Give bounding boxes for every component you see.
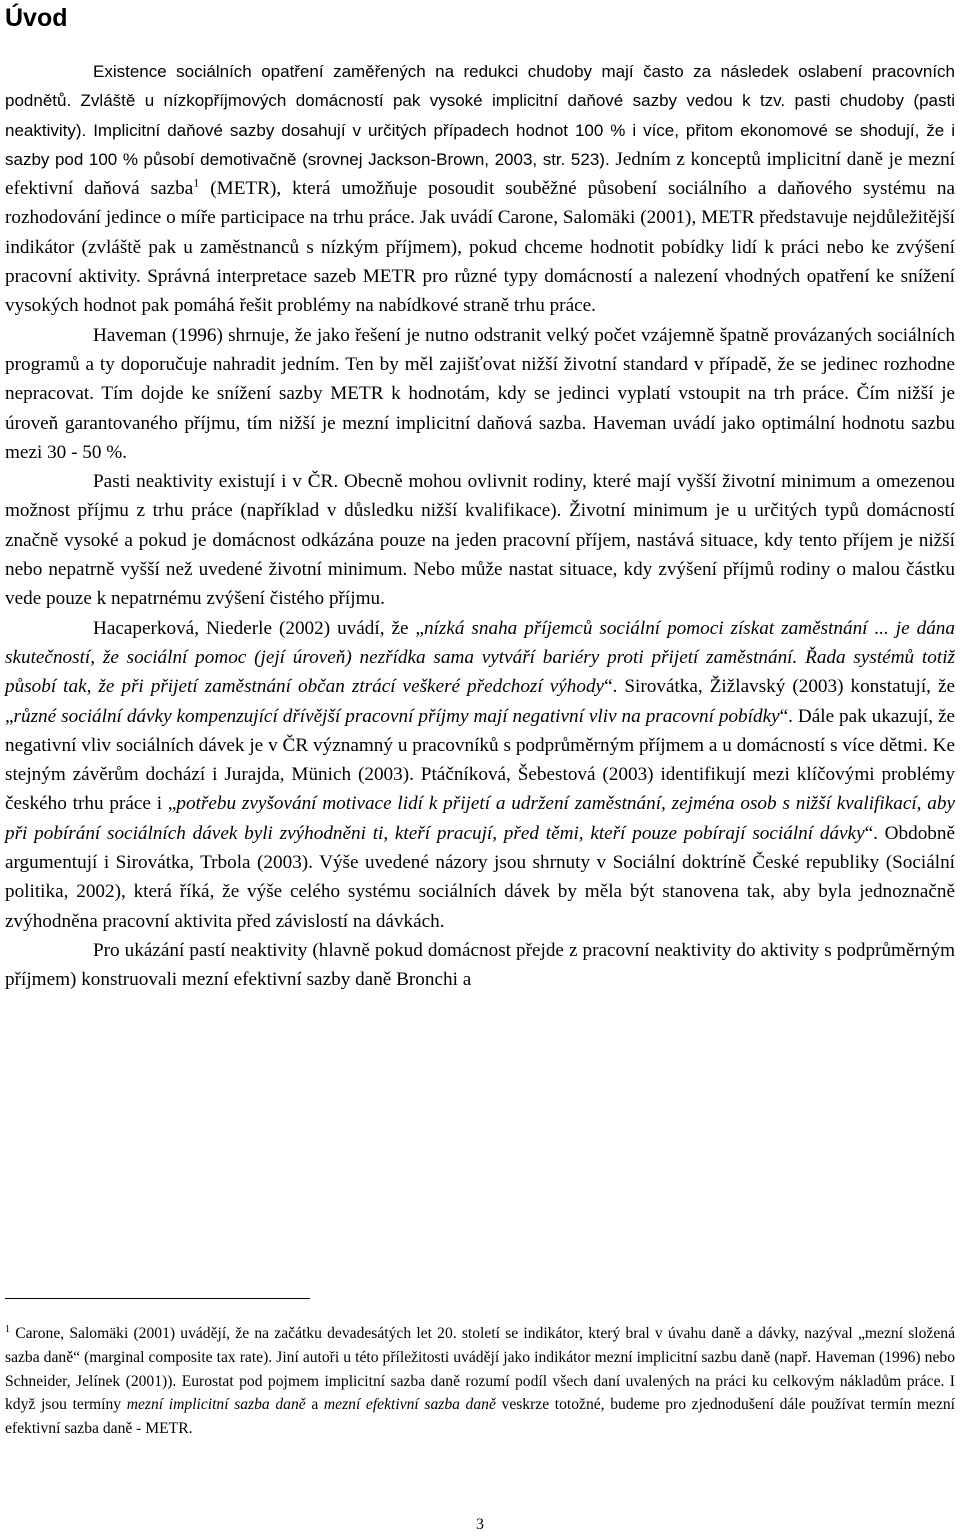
footnote-text-c: veskrze totožné, budeme pro zjednodušení dále používat termín mezní efektivní sazba daně - METR. (5, 1396, 955, 1438)
paragraph-4 (5, 614, 955, 936)
footnote-reference[interactable]: 1 (193, 175, 200, 190)
paragraph-1 (5, 57, 955, 321)
section-heading: Úvod (5, 4, 68, 32)
footnote-term-effective: mezní efektivní sazba daně (323, 1396, 496, 1414)
paragraph-4-text-d: “. Obdobně argumentují i Sirovátka, Trbola (2003). Výše uvedené názory jsou shrnuty v Sociální doktríně České republiky (Sociální politika, 2002), která říká, že výše celého systému sociálních dávek by měla být stanovena tak, aby byla jednoznačně zvýhodněna pracovní aktivita před závislostí na dávkách. (5, 822, 956, 932)
body-text (5, 57, 955, 995)
paragraph-1-segment-2: Jedním z konceptů implicitní daně je mezní efektivní daňová sazba (5, 148, 955, 200)
footnote-text-a: Carone, Salomäki (2001) uvádějí, že na začátku devadesátých let 20. století se indikátor, který bral v úvahu daně a dávky, nazýval „mezní složená sazba daně“ (marginal composite tax rate). Jiní autoři u této příležitosti uvádějí jako indikátor mezní implicitní sazbu daně (např. Haveman (1996) nebo Schneider, Jelínek (2001)). Eurostat pod pojmem implicitní sazba daně rozumí podíl všech daní uvalených na práci ku celkovým nákladům práce. I když jsou termíny (5, 1325, 955, 1414)
quote-hacaperkova-niederle: nízká snaha příjemců sociální pomoci získat zaměstnání ... je dána skutečností, že sociální pomoc (její úroveň) nezřídka sama vytváří bariéry proti přijetí zaměstnání. Řada systémů totiž působí tak, že při přijetí zaměstnání občan ztrácí veškeré předchozí výhody (5, 617, 955, 698)
paragraph-4-text-c: “. Dále pak ukazují, že negativní vliv sociálních dávek je v ČR významný u pracovníků s podprůměrným příjmem a u domácností s více dětmi. Ke stejným závěrům dochází i Jurajda, Münich (2003). Ptáčníková, Šebestová (2003) identifikují mezi klíčovými problémy českého trhu práce i „ (5, 705, 955, 815)
paragraph-4-text-a: Hacaperková, Niederle (2002) uvádí, že „ (93, 617, 424, 639)
paragraph-1-segment-3: (METR), která umožňuje posoudit souběžné působení sociálního a daňového systému na rozhodování jedince o míře participace na trhu práce. Jak uvádí Carone, Salomäki (2001), METR představuje nejdůležitější indikátor (zvláště pak u zaměstnanců s nízkým příjmem), pokud chceme hodnotit pobídky lidí k práci nebo ke zvýšení pracovní aktivity. Správná interpretace sazeb METR pro různé typy domácností a nalezení vhodných opatření ke snížení vysokých hodnot pak pomáhá řešit problémy na nabídkové straně trhu práce. (5, 178, 956, 317)
footnote (5, 1322, 955, 1441)
paragraph-5: Pro ukázání pastí neaktivity (hlavně pokud domácnost přejde z pracovní neaktivity do aktivity s podprůměrným příjmem) konstruovali mezní efektivní sazby daně Bronchi a (5, 939, 955, 991)
paragraph-4-text-b: “. Sirovátka, Žižlavský (2003) konstatují, že „ (5, 676, 955, 727)
footnote-text-b: a (305, 1396, 324, 1414)
footnote-divider (5, 1298, 310, 1299)
footnote-number: 1 (5, 1323, 10, 1335)
page-number: 3 (476, 1516, 484, 1533)
quote-sirovatka-zizlavsky: různé sociální dávky kompenzující dřívější pracovní příjmy mají negativní vliv na pracovní pobídky (13, 705, 780, 727)
footnote-term-implicit: mezní implicitní sazba daně (126, 1396, 306, 1414)
paragraph-1-sans-segment: Existence sociálních opatření zaměřených na redukci chudoby mají často za následek oslabení pracovních podnětů. Zvláště u nízkopříjmových domácností pak vysoké implicitní daňové sazby vedou k tzv. pasti chudoby (pasti neaktivity). Implicitní daňové sazby dosahují v určitých případech hodnot 100 % i více, přitom ekonomové se shodují, že i sazby pod 100 % působí demotivačně (srovnej Jackson-Brown, 2003, str. 523). (5, 62, 955, 169)
paragraph-2: Haveman (1996) shrnuje, že jako řešení je nutno odstranit velký počet vzájemně špatně provázaných sociálních programů a ty doporučuje nahradit jedním. Ten by měl zajišťovat nižší životní standard v případě, že se jedinec rozhodne nepracovat. Tím dojde ke snížení sazby METR k hodnotám, kdy se jedinci vyplatí vstoupit na trh práce. Čím nižší je úroveň garantovaného příjmu, tím nižší je mezní implicitní daňová sazba. Haveman uvádí jako optimální hodnotu sazbu mezi 30 - 50 %. (5, 324, 955, 463)
paragraph-3: Pasti neaktivity existují i v ČR. Obecně mohou ovlivnit rodiny, které mají vyšší životní minimum a omezenou možnost příjmu z trhu práce (například v důsledku nižší kvalifikace). Životní minimum je u určitých typů domácností značně vysoké a pokud je domácnost odkázána pouze na jeden pracovní příjem, nastává situace, kdy tento příjem je nižší nebo nepatrně vyšší než uvedené životní minimum. Nebo může nastat situace, kdy zvýšení příjmů rodiny o malou částku vede pouze k nepatrnému zvýšení čistého příjmu. (5, 471, 955, 610)
footnote-1 (5, 1322, 955, 1441)
quote-ptacnikova-sebestova: potřebu zvyšování motivace lidí k přijetí a udržení zaměstnání, zejména osob s nižší kvalifikací, aby při pobírání sociálních dávek byli zvýhodněni ti, kteří pracují, před těmi, kteří pouze pobírají sociální dávky (5, 793, 955, 844)
